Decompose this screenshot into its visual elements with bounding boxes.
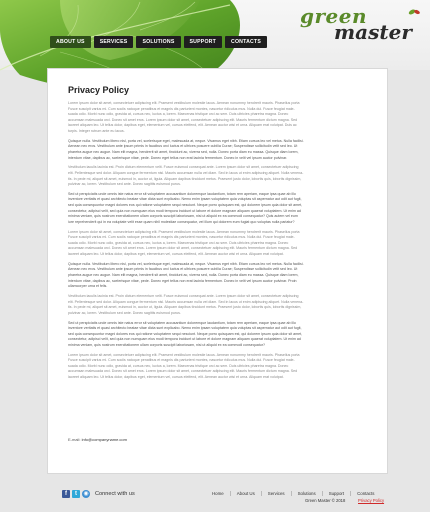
paragraph-line: Aenean nec eros. Vestibulum ante ipsum primis in faucibus orci luctus et ultrices posuere cubilia Curae; Suspendisse sollicitudin velit sed leo. Ut (68, 267, 298, 272)
paragraph-line: Lorem ipsum dolor sit amet, consectetuer adipiscing elit. Praesent vestibulum molestie lacus. Aenean nonummy hendrerit mauris. Phasellus porta (68, 229, 300, 234)
paragraph-line: Fusce suscipit varius mi. Cum sociis natoque penatibus et magnis dis parturient montes, nascetur ridiculus mus. Nulla dui. Fusce feugiat male- (68, 235, 295, 240)
paragraph-line: minima veniam, quis nostrum exercitationem ullam corporis suscipit laboriosam, nisi ut aliquid ex ea commodi consequatur? (68, 342, 265, 347)
nav-support[interactable]: SUPPORT (184, 36, 222, 48)
paragraph-line: minima veniam, quis nostrum exercitationem ullam corporis suscipit laboriosam, nisi ut aliquid ex ea commodi consequatur? Quis autem vel eum (68, 214, 298, 219)
policy-paragraph (68, 192, 368, 226)
social-links (62, 490, 135, 498)
paragraph-line: accumsan malesuada orci. Donec sit amet eros. Lorem ipsum dolor sit amet, consectetuer adipiscing elit. Mauris fermentum dictum magna. Sed (68, 246, 298, 251)
paragraph-line: laoreet aliquam leo. Ut tellus dolor, dapibus eget, elementum vel, cursus eleifend, elit. Aenean auctor wisi et urna. Aliquam erat volutpat. (68, 375, 284, 380)
connect-label: Connect with us (95, 491, 135, 497)
paragraph-line: interdum vitae, dapibus ac, scelerisque vitae, pede. Donec eget tellus non erat lacinia fermentum. Donec in velit vel ipsum auctor pulvinar. Proin (68, 278, 297, 283)
nav-solutions[interactable]: SOLUTIONS (136, 36, 180, 48)
paragraph-line: consectetur, adipisci velit, sed quia non numquam eius modi tempora incidunt ut labore et dolore magnam aliquam quaerat voluptatem. Ut enim ad (68, 337, 301, 342)
paragraph-line: accumsan malesuada orci. Donec sit amet eros. Lorem ipsum dolor sit amet, consectetuer adipiscing elit. Mauris fermentum dictum magna. Sed (68, 369, 298, 374)
paragraph-line: suada odio. Morbi nunc odio, gravida at, cursus nec, luctus a, lorem. Maecenas tristique orci ac sem. Duis ultricies pharetra magna. Donec (68, 363, 289, 368)
nav-about-us[interactable]: ABOUT US (50, 36, 91, 48)
paragraph-line: turpis. Integer rutrum ante eu lacus. (68, 128, 125, 133)
paragraph-line: sed quia consequuntur magni dolores eos qui ratione voluptatem sequi nesciunt. Neque porro quisquam est, qui dolorem ipsum quia dolor sit amet, (68, 331, 303, 336)
paragraph-line: tis. In pede mi, aliquet sit amet, euismod in, auctor ut, ligula. Aliquam dapibus tincidunt metus. Praesent justo dolor, lobortis quis, lobortis dignissim, (68, 305, 302, 310)
paragraph-line: elit. Pellentesque sed dolor. Aliquam congue fermentum nisl. Mauris accumsan nulla vel diam. Sed in lacus ut enim adipiscing aliquet. Nulla venena- (68, 170, 304, 175)
paragraph-line: Aenean nec eros. Vestibulum ante ipsum primis in faucibus orci luctus et ultrices posuere cubilia Curae; Suspendisse sollicitudin velit sed leo. Ut (68, 144, 298, 149)
footer-link-support[interactable]: Support (323, 491, 351, 496)
content-panel (47, 68, 388, 474)
facebook-icon[interactable]: f (62, 490, 70, 498)
paragraph-line: ullamcorper urna et felis. (68, 284, 108, 289)
policy-paragraph (68, 294, 368, 316)
paragraph-line: consectetur, adipisci velit, sed quia non numquam eius modi tempora incidunt ut labore et dolore magnam aliquam quaerat voluptatem. Ut enim ad (68, 208, 301, 213)
paragraph-line: suada odio. Morbi nunc odio, gravida at, cursus nec, luctus a, lorem. Maecenas tristique orci ac sem. Duis ultricies pharetra magna. Donec (68, 112, 289, 117)
copyright-text: Green Master © 2018 (305, 498, 346, 503)
rss-icon[interactable]: ◉ (83, 491, 89, 497)
paragraph-line: Lorem ipsum dolor sit amet, consectetuer adipiscing elit. Praesent vestibulum molestie lacus. Aenean nonummy hendrerit mauris. Phasellus porta (68, 352, 300, 357)
nav-services[interactable]: SERVICES (94, 36, 134, 48)
policy-text (68, 101, 368, 385)
paragraph-line: Fusce suscipit varius mi. Cum sociis natoque penatibus et magnis dis parturient montes, nascetur ridiculus mus. Nulla dui. Fusce feugiat male- (68, 358, 295, 363)
nav-contacts[interactable]: CONTACTS (225, 36, 267, 48)
policy-paragraph (68, 321, 368, 349)
policy-paragraph (68, 353, 368, 381)
logo-word-green: green (300, 4, 368, 28)
brand-logo[interactable] (300, 4, 420, 44)
paragraph-line: sed quia consequuntur magni dolores eos qui ratione voluptatem sequi nesciunt. Neque porro quisquam est, qui dolorem ipsum quia dolor sit amet, (68, 203, 303, 208)
paragraph-line: Quisque nulla. Vestibulum libero nisl, porta vel, scelerisque eget, malesuada at, neque. Vivamus eget nibh. Etiam cursus leo vel metus. Nulla facilisi. (68, 261, 304, 266)
paragraph-line: inventore veritatis et quasi architecto beatae vitae dicta sunt explicabo. Nemo enim ipsam voluptatem quia voluptas sit aspernatur aut odit aut fugit, (68, 197, 302, 202)
paragraph-line: pharetra augue nec augue. Nam elit magna, hendrerit sit amet, tincidunt ac, viverra sed, nulla. Donec porta diam eu massa. Quisque diam lorem, (68, 272, 299, 277)
contact-email (68, 437, 127, 442)
footer-nav (212, 491, 380, 496)
paragraph-line: elit. Pellentesque sed dolor. Aliquam congue fermentum nisl. Mauris accumsan nulla vel diam. Sed in lacus ut enim adipiscing aliquet. Nulla venena- (68, 299, 304, 304)
policy-paragraph (68, 139, 368, 161)
paragraph-line: pharetra augue nec augue. Nam elit magna, hendrerit sit amet, tincidunt ac, viverra sed, nulla. Donec porta diam eu massa. Quisque diam lorem, (68, 149, 299, 154)
policy-paragraph (68, 101, 368, 135)
paragraph-line: Sed ut perspiciatis unde omnis iste natus error sit voluptatem accusantium doloremque laudantium, totam rem aperiam, eaque ipsa quae ab illo (68, 320, 296, 325)
paragraph-line: Vestibulum iaculis lacinia est. Proin dictum elementum velit. Fusce euismod consequat ante. Lorem ipsum dolor sit amet, consectetuer adipiscing (68, 165, 299, 170)
policy-paragraph (68, 262, 368, 290)
paragraph-line: pulvinar ac, lorem. Vestibulum sed ante. Donec sagittis euismod purus. (68, 182, 181, 187)
paragraph-line: interdum vitae, dapibus ac, scelerisque vitae, pede. Donec eget tellus non erat lacinia fermentum. Donec in velit vel ipsum auctor pulvinar. (68, 155, 288, 160)
paragraph-line: Sed ut perspiciatis unde omnis iste natus error sit voluptatem accusantium doloremque laudantium, totam rem aperiam, eaque ipsa quae ab illo (68, 191, 296, 196)
policy-paragraph (68, 230, 368, 258)
paragraph-line: Vestibulum iaculis lacinia est. Proin dictum elementum velit. Fusce euismod consequat ante. Lorem ipsum dolor sit amet, consectetuer adipiscing (68, 293, 299, 298)
paragraph-line: laoreet aliquam leo. Ut tellus dolor, dapibus eget, elementum vel, cursus eleifend, elit. Aenean auctor wisi et urna. Aliquam erat volutpat. (68, 252, 284, 256)
logo-leaf-icon (408, 8, 420, 16)
twitter-icon[interactable]: t (72, 490, 80, 498)
paragraph-line: tis. In pede mi, aliquet sit amet, euismod in, auctor ut, ligula. Aliquam dapibus tincidunt metus. Praesent justo dolor, lobortis quis, lobortis dignissim, (68, 176, 302, 181)
paragraph-line: accumsan malesuada orci. Donec sit amet eros. Lorem ipsum dolor sit amet, consectetuer adipiscing elit. Mauris fermentum dictum magna. Sed (68, 117, 298, 122)
footer-link-services[interactable]: Services (262, 491, 292, 496)
paragraph-line: suada odio. Morbi nunc odio, gravida at, cursus nec, luctus a, lorem. Maecenas tristique orci ac sem. Duis ultricies pharetra magna. Donec (68, 240, 289, 245)
paragraph-line: pulvinar ac, lorem. Vestibulum sed ante. Donec sagittis euismod purus. (68, 310, 181, 315)
main-nav (50, 36, 267, 48)
paragraph-line: Fusce suscipit varius mi. Cum sociis natoque penatibus et magnis dis parturient montes, nascetur ridiculus mus. Nulla dui. Fusce feugiat male- (68, 106, 295, 111)
footer-link-about-us[interactable]: About Us (231, 491, 262, 496)
paragraph-line: Lorem ipsum dolor sit amet, consectetuer adipiscing elit. Praesent vestibulum molestie lacus. Aenean nonummy hendrerit mauris. Phasellus porta (68, 101, 300, 105)
privacy-policy-link[interactable]: Privacy Policy (358, 498, 385, 503)
paragraph-line: inventore veritatis et quasi architecto beatae vitae dicta sunt explicabo. Nemo enim ipsam voluptatem quia voluptas sit aspernatur aut odit aut fugit, (68, 326, 302, 331)
site-header (0, 0, 430, 70)
page-title: Privacy Policy (68, 85, 130, 95)
email-link[interactable]: info@companyname.com (81, 437, 127, 442)
footer-link-home[interactable]: Home (212, 491, 231, 496)
paragraph-line: laoreet aliquam leo. Ut tellus dolor, dapibus eget, elementum vel, cursus eleifend, elit. Aenean auctor wisi et urna. Aliquam erat volutpat. Duis ac (68, 123, 297, 128)
footer-link-solutions[interactable]: Solutions (292, 491, 323, 496)
email-label: E-mail: (68, 437, 81, 442)
footer-link-contacts[interactable]: Contacts (357, 491, 375, 496)
paragraph-line: iure reprehenderit qui in ea voluptate velit esse quam nihil molestiae consequatur, vel illum qui dolorem eum fugiat quo voluptas nulla pariatur? (68, 219, 295, 224)
logo-word-master: master (334, 20, 412, 44)
paragraph-line: Quisque nulla. Vestibulum libero nisl, porta vel, scelerisque eget, malesuada at, neque. Vivamus eget nibh. Etiam cursus leo vel metus. Nulla facilisi. (68, 138, 304, 143)
policy-paragraph (68, 165, 368, 187)
